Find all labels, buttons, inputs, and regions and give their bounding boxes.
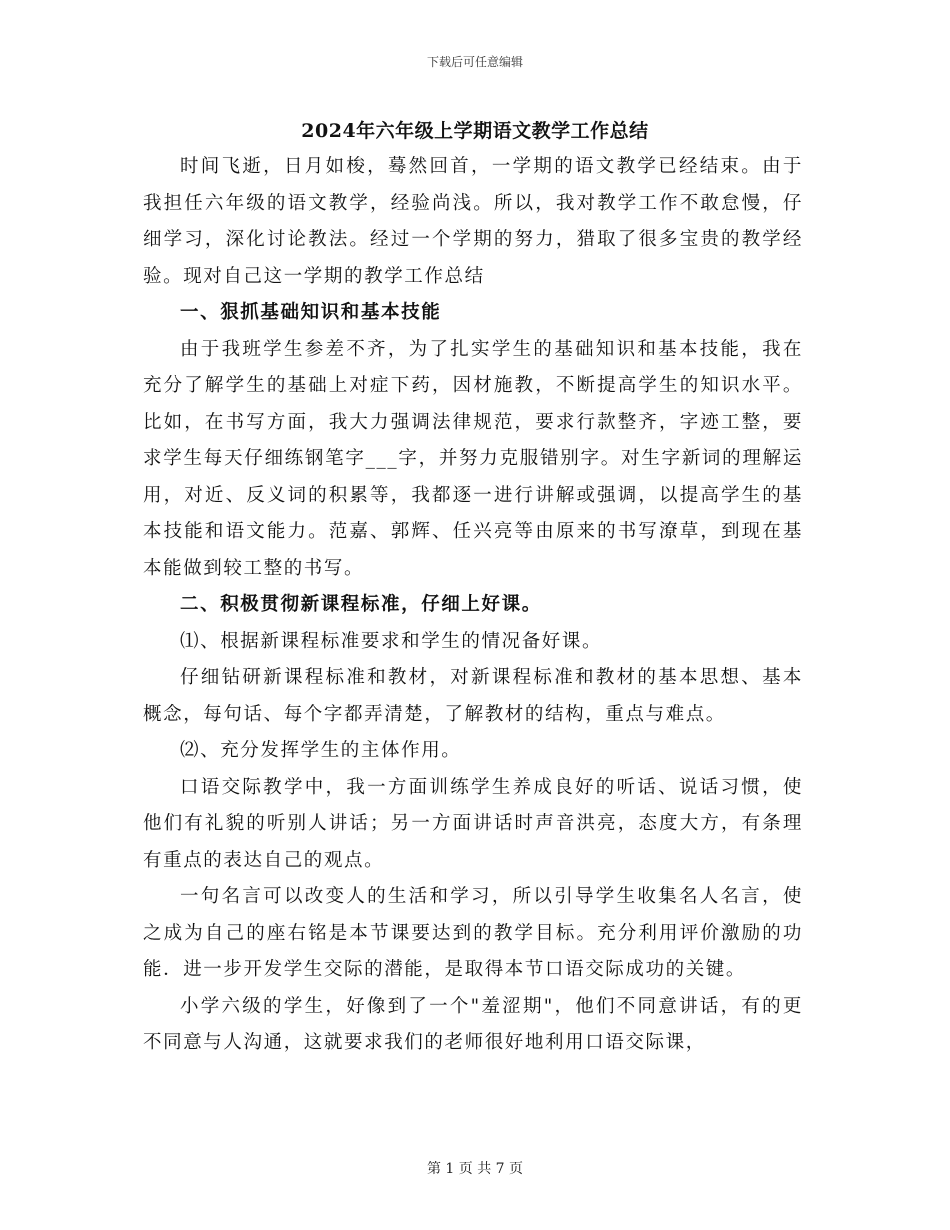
paragraph-intro: 时间飞逝，日月如梭，蓦然回首，一学期的语文教学已经结束。由于我担任六年级的语文教学，经验尚浅。所以，我对教学工作不敢怠慢，仔细学习，深化讨论教法。经过一个学期的努力，猎取了很多宝贵的教学经验。现对自己这一学期的教学工作总结 (143, 156, 803, 287)
paragraph-basics: 由于我班学生参差不齐，为了扎实学生的基础知识和基本技能，我在充分了解学生的基础上对症下药，因材施教，不断提高学生的知识水平。比如，在书写方面，我大力强调法律规范，要求行款整齐，字迹工整，要求学生每天仔细练钢笔字___字，并努力克服错别字。对生字新词的理解运用，对近、反义词的积累等，我都逐一进行讲解或强调，以提高学生的基本技能和语文能力。范嘉、郭辉、任兴亮等由原来的书写潦草，到现在基本能做到较工整的书写。 (143, 338, 803, 579)
paragraph-item-2: ⑵、充分发挥学生的主体作用。 (180, 740, 462, 761)
paragraph-shy-period: 小学六级的学生，好像到了一个"羞涩期"，他们不同意讲话，有的更不同意与人沟通，这就要求我们的老师很好地利用口语交际课， (143, 995, 803, 1053)
section-heading-1: 一、狠抓基础知识和基本技能 (180, 302, 442, 323)
document-body (143, 149, 803, 1062)
paragraph-study-curriculum: 仔细钻研新课程标准和教材，对新课程标准和教材的基本思想、基本概念，每句话、每个字都弄清楚，了解教材的结构，重点与难点。 (143, 667, 803, 725)
header-note: 下载后可任意编辑 (426, 55, 523, 69)
paragraph-famous-quotes: 一句名言可以改变人的生活和学习，所以引导学生收集名人名言，使之成为自己的座右铭是本节课要达到的教学目标。充分利用评价激励的功能．进一步开发学生交际的潜能，是取得本节口语交际成功的关键。 (143, 886, 803, 980)
paragraph-oral-communication: 口语交际教学中，我一方面训练学生养成良好的听话、说话习惯，使他们有礼貌的听别人讲话；另一方面讲话时声音洪亮，态度大方，有条理有重点的表达自己的观点。 (143, 776, 803, 871)
page-number-footer: 第 1 页 共 7 页 (426, 1161, 524, 1177)
document-title: 2024年六年级上学期语文教学工作总结 (301, 120, 649, 142)
paragraph-item-1: ⑴、根据新课程标准要求和学生的情况备好课。 (180, 630, 603, 652)
section-heading-2: 二、积极贯彻新课程标准，仔细上好课。 (180, 594, 542, 615)
